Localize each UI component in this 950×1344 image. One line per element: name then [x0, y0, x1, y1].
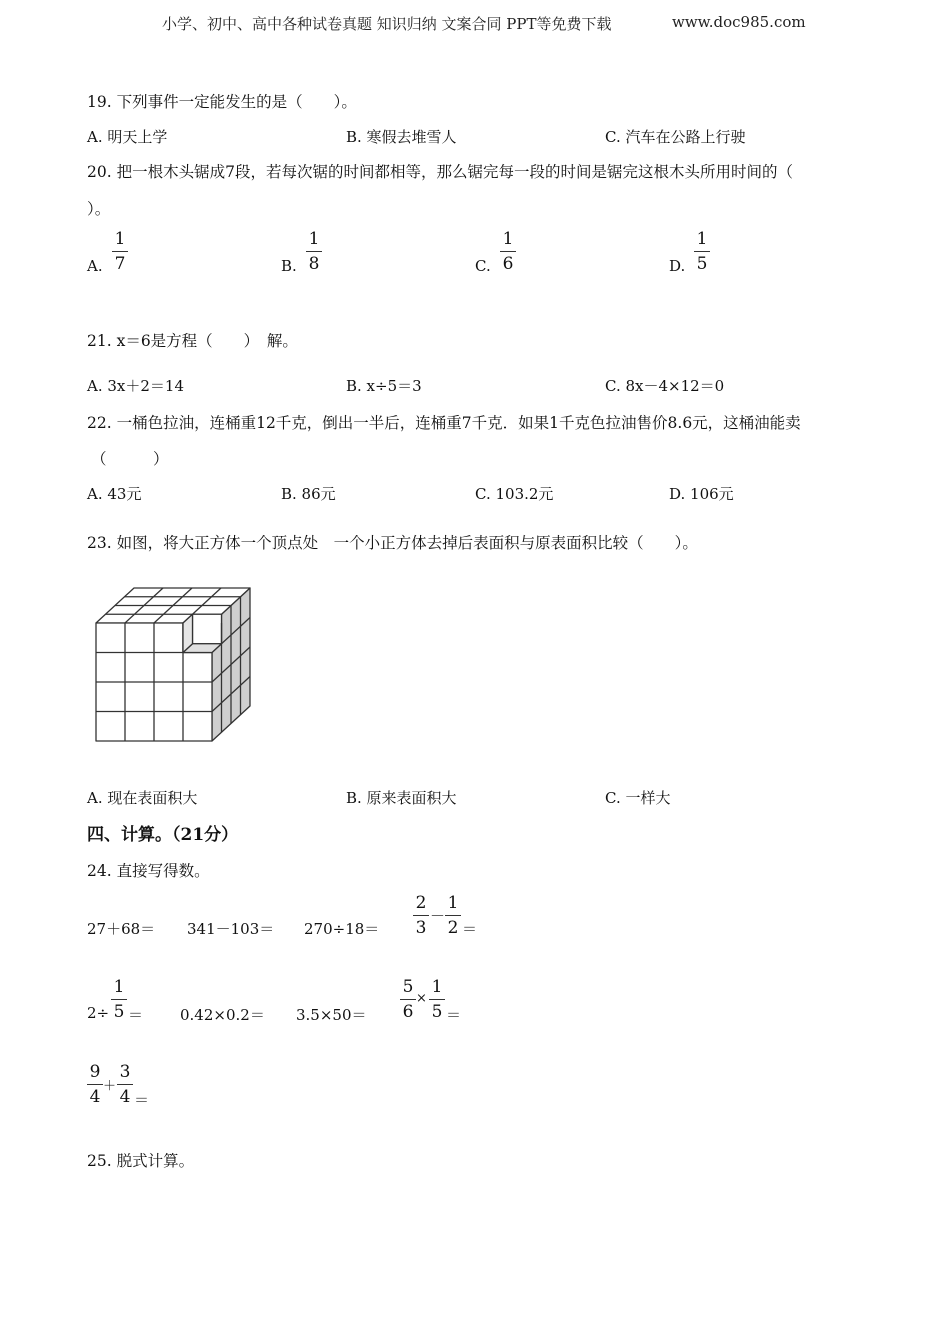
header-banner: 小学、初中、高中各种试卷真题 知识归纳 文案合同 PPT等免费下载 [162, 15, 612, 33]
fraction-bar [413, 915, 429, 916]
fraction-denominator: 5 [431, 1002, 443, 1022]
calc-fraction [117, 1062, 133, 1107]
fraction-bar [400, 999, 416, 1000]
calc-operator: ＋ [103, 1079, 117, 1094]
q21-option-c: C. 8x－4×12＝0 [605, 377, 725, 395]
calc-equals: ＝ [446, 1006, 462, 1024]
calc-equals: ＝ [134, 1091, 150, 1109]
q19-option-a: A. 明天上学 [87, 128, 168, 146]
fraction-numerator: 1 [308, 229, 320, 249]
q20-option-d-fraction [694, 229, 710, 274]
fraction-numerator: 1 [114, 229, 126, 249]
calc-item: 0.42×0.2＝ [180, 1006, 265, 1024]
fraction-denominator: 4 [119, 1087, 131, 1107]
q20-stem-line2: ）。 [87, 200, 111, 218]
fraction-bar [306, 251, 322, 252]
q22-stem-line2: （ ） [91, 450, 169, 468]
q23-stem: 23. 如图，将大正方体一个顶点处 一个小正方体去掉后表面积与原表面积比较（ ）。 [87, 534, 698, 552]
q22-option-b: B. 86元 [281, 485, 336, 503]
calc-equals: ＝ [462, 920, 478, 938]
calc-operator: × [416, 991, 427, 1006]
calc-fraction [400, 977, 416, 1022]
section-4-title: 四、计算。（21分） [87, 825, 239, 845]
q20-option-a-fraction [112, 229, 128, 274]
fraction-denominator: 4 [89, 1087, 101, 1107]
q22-option-c: C. 103.2元 [475, 485, 554, 503]
q25-stem: 25. 脱式计算。 [87, 1152, 195, 1170]
q23-option-b: B. 原来表面积大 [346, 789, 457, 807]
fraction-numerator: 1 [447, 893, 459, 913]
fraction-numerator: 1 [113, 977, 125, 997]
fraction-bar [694, 251, 710, 252]
calc-item: 27＋68＝ [87, 920, 156, 938]
q20-option-b-fraction [306, 229, 322, 274]
fraction-numerator: 1 [502, 229, 514, 249]
fraction-bar [445, 915, 461, 916]
fraction-denominator: 8 [308, 254, 320, 274]
calc-fraction [429, 977, 445, 1022]
calc-fraction [87, 1062, 103, 1107]
calc-fraction [111, 977, 127, 1022]
cube-figure [90, 583, 258, 745]
calc-operator: － [430, 907, 446, 925]
fraction-numerator: 9 [89, 1062, 101, 1082]
q22-option-a: A. 43元 [87, 485, 142, 503]
header-url[interactable]: www.doc985.com [672, 13, 806, 31]
q20-stem-line1: 20. 把一根木头锯成7段，若每次锯的时间都相等，那么锯完每一段的时间是锯完这根木头所用时间的（ [87, 163, 793, 181]
q19-option-c: C. 汽车在公路上行驶 [605, 128, 746, 146]
q22-option-d: D. 106元 [669, 485, 734, 503]
fraction-numerator: 5 [402, 977, 414, 997]
q20-option-c-fraction [500, 229, 516, 274]
calc-fraction [413, 893, 429, 938]
fraction-bar [500, 251, 516, 252]
fraction-numerator: 1 [431, 977, 443, 997]
q21-stem: 21. x＝6是方程（ ） 解。 [87, 332, 298, 350]
fraction-numerator: 1 [696, 229, 708, 249]
q22-stem-line1: 22. 一桶色拉油，连桶重12千克，倒出一半后，连桶重7千克．如果1千克色拉油售价8.6元，这桶油能卖 [87, 414, 801, 432]
fraction-bar [117, 1084, 133, 1085]
calc-item: 3.5×50＝ [296, 1006, 367, 1024]
fraction-denominator: 6 [502, 254, 514, 274]
fraction-denominator: 7 [114, 254, 126, 274]
fraction-bar [112, 251, 128, 252]
fraction-denominator: 5 [696, 254, 708, 274]
fraction-denominator: 6 [402, 1002, 414, 1022]
calc-item-lead: 2÷ [87, 1004, 110, 1022]
q24-stem: 24. 直接写得数。 [87, 862, 210, 880]
q23-option-c: C. 一样大 [605, 789, 671, 807]
calc-item: 341－103＝ [187, 920, 275, 938]
q20-option-a-label: A. [87, 257, 103, 275]
q20-option-b-label: B. [281, 257, 297, 275]
fraction-denominator: 2 [447, 918, 459, 938]
q19-option-b: B. 寒假去堆雪人 [346, 128, 457, 146]
fraction-bar [111, 999, 127, 1000]
calc-fraction [445, 893, 461, 938]
fraction-bar [429, 999, 445, 1000]
fraction-denominator: 5 [113, 1002, 125, 1022]
q20-option-d-label: D. [669, 257, 686, 275]
fraction-denominator: 3 [415, 918, 427, 938]
fraction-bar [87, 1084, 103, 1085]
calc-item: 270÷18＝ [304, 920, 380, 938]
fraction-numerator: 3 [119, 1062, 131, 1082]
q19-stem: 19. 下列事件一定能发生的是（ ）。 [87, 93, 357, 111]
calc-equals: ＝ [128, 1006, 144, 1024]
q21-option-a: A. 3x＋2＝14 [87, 377, 185, 395]
q23-option-a: A. 现在表面积大 [87, 789, 198, 807]
fraction-numerator: 2 [415, 893, 427, 913]
q21-option-b: B. x÷5＝3 [346, 377, 422, 395]
q20-option-c-label: C. [475, 257, 491, 275]
